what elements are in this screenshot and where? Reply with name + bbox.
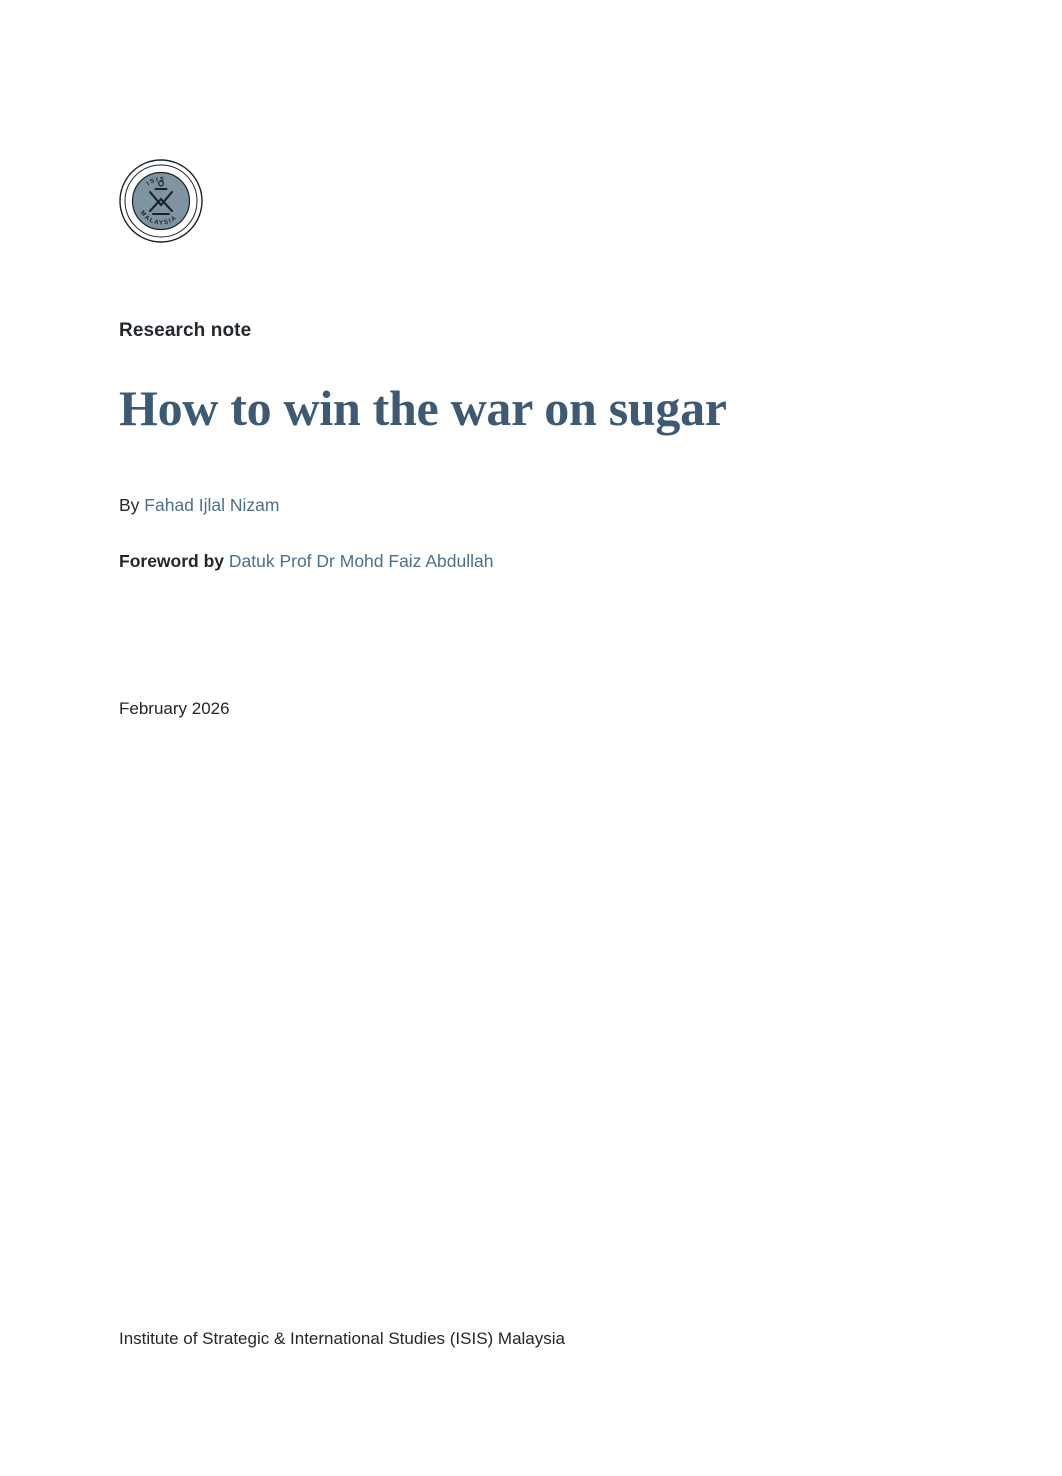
publisher-name: Institute of Strategic & International Studies (ISIS) Malaysia — [119, 1329, 565, 1348]
isis-malaysia-logo — [119, 159, 203, 243]
page-title: How to win the war on sugar — [119, 379, 727, 436]
foreword-line — [119, 550, 939, 573]
svg-text:ISIS: ISIS — [145, 175, 166, 188]
document-kicker: Research note — [119, 320, 252, 341]
publication-date: February 2026 — [119, 699, 230, 718]
byline-prefix: By — [119, 494, 145, 515]
foreword-prefix: Foreword by — [119, 550, 229, 571]
foreword-author-name: Datuk Prof Dr Mohd Faiz Abdullah — [228, 550, 494, 571]
svg-text:MALAYSIA: MALAYSIA — [138, 209, 179, 227]
title-block — [119, 320, 939, 572]
byline — [119, 494, 939, 517]
author-name: Fahad Ijlal Nizam — [144, 494, 280, 515]
